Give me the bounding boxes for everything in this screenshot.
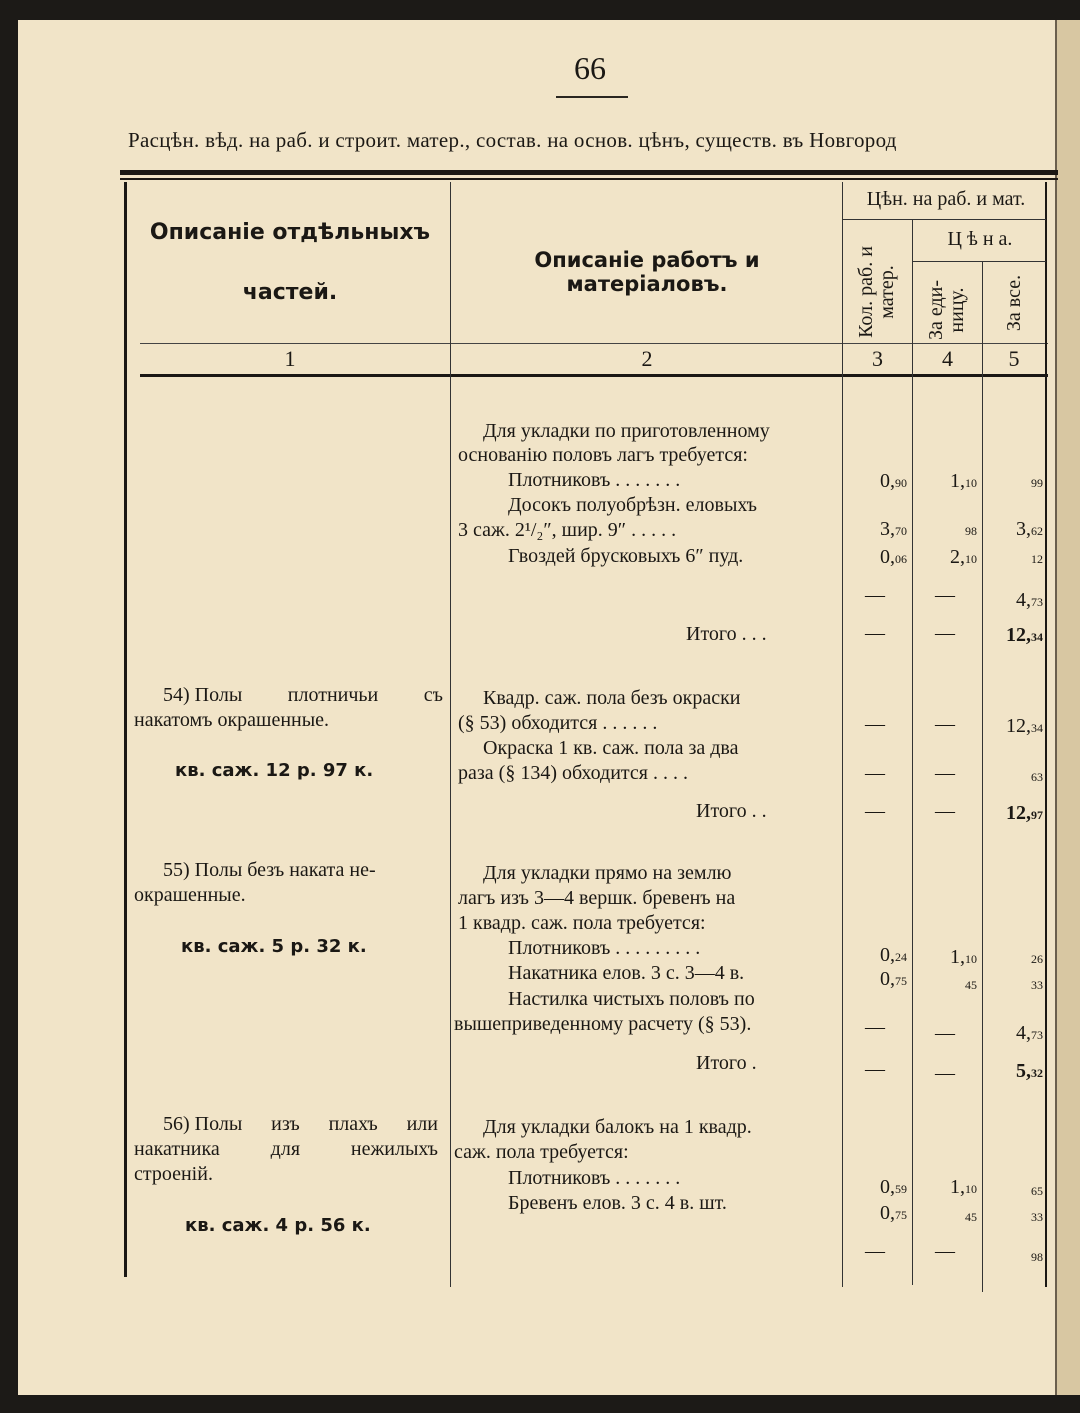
page-number-rule [556,96,628,98]
item-title: накатомъ окрашенные. [134,709,330,731]
qty-cell: — [865,762,885,784]
table-row-text: Для укладки прямо на землю [483,862,732,884]
unit-price-cell: 98 [965,524,977,538]
unit-price-cell: — [935,584,955,606]
item-title: строеній. [134,1163,213,1185]
item-price: кв. саж. 4 р. 56 к. [185,1215,371,1236]
table-row-text: Гвоздей брусковыхъ 6″ пуд. [508,545,744,567]
subtotal-label: Итого . [696,1052,757,1074]
table-row-text: Настилка чистыхъ половъ по [508,988,755,1010]
subtotal-value: 5,32 [1016,1060,1043,1082]
subtotal-value: 12,34 [1006,624,1043,646]
qty-cell: 0,75 [880,1202,907,1224]
table-row-text: Квадр. саж. пола безъ окраски [483,687,741,709]
scan-border-top [0,0,1080,20]
total-cell: 63 [1031,770,1043,784]
table-row-text: Накатника елов. 3 с. 3—4 в. [508,962,745,984]
table-row-text: Бревенъ елов. 3 с. 4 в. шт. [508,1192,727,1214]
unit-price-cell: 1,10 [950,946,977,968]
total-cell: 4,73 [1016,1022,1043,1044]
qty-cell: 3,70 [880,518,907,540]
table-row-text: Окраска 1 кв. саж. пола за два [483,737,739,759]
unit-price-cell: 1,10 [950,1176,977,1198]
scan-border-bottom [0,1395,1080,1413]
total-cell: 12 [1031,552,1043,566]
total-cell: 99 [1031,476,1043,490]
col-number-5: 5 [1008,346,1020,371]
table-row-text: вышеприведенному расчету (§ 53). [454,1013,752,1035]
unit-price-cell: — [935,762,955,784]
qty-cell: 0,75 [880,968,907,990]
unit-price-cell: — [935,800,955,822]
unit-price-cell: 45 [965,978,977,992]
subtotal-label: Итого . . [696,800,767,822]
item-title: 56) Полы изъ плахъ или [163,1113,438,1135]
total-cell: 98 [1031,1250,1043,1264]
table-row-text: (§ 53) обходится . . . . . . [458,712,658,734]
col-number-1: 1 [284,346,296,371]
page-number: 66 [574,50,606,86]
qty-cell: 0,59 [880,1176,907,1198]
total-cell: 26 [1031,952,1043,966]
item-price: кв. саж. 5 р. 32 к. [181,936,367,957]
total-cell: 33 [1031,978,1043,992]
col-number-2: 2 [641,346,653,371]
subtotal-label: Итого . . . [686,623,767,645]
scan-border-left [0,0,18,1413]
total-cell: 33 [1031,1210,1043,1224]
table-row-text: лагъ изъ 3—4 вершк. бревенъ на [458,887,736,909]
item-title: окрашенные. [134,884,246,906]
price-subheader: Ц ѣ н а. [947,228,1013,250]
table-row-text: Для укладки по приготовленному [483,420,770,442]
unit-price-cell: — [935,713,955,735]
table-row-text: основанію половъ лагъ требуется: [458,444,748,466]
table-row-text: 3 саж. 2¹/₂″, шир. 9″ . . . . . [458,519,677,541]
item-title: 54) Полы плотничьи съ [163,684,443,706]
table-row-text: Плотниковъ . . . . . . . . . [508,937,701,959]
col1-header-line1: Описаніе отдѣльныхъ [149,220,431,245]
col2-header: Описаніе работъ и матеріаловъ. [534,248,760,296]
unit-price-cell: — [935,622,955,644]
qty-cell: — [865,584,885,606]
col4-header: За еди-ницу. [925,279,968,341]
price-subgroup-rule [913,261,1046,262]
item-title: 55) Полы безъ наката не- [163,859,376,881]
table-row-text: Досокъ полуобрѣзн. еловыхъ [508,494,757,516]
table-row-text: Плотниковъ . . . . . . . [508,469,681,491]
col1-header-line2: частей. [242,280,338,305]
qty-cell: 0,90 [880,470,907,492]
unit-price-cell: — [935,1240,955,1262]
total-cell: 12,34 [1006,715,1043,737]
qty-cell: — [865,800,885,822]
qty-cell: — [865,713,885,735]
table-top-rule [120,170,1058,175]
qty-cell: — [865,1058,885,1080]
col-number-4: 4 [942,346,953,371]
qty-cell: — [865,1240,885,1262]
col3-header: Кол. раб. и матер. [855,246,898,338]
unit-price-cell: 45 [965,1210,977,1224]
table-row-text: 1 квадр. саж. пола требуется: [458,912,706,934]
book-spine [1055,20,1080,1395]
table-left-border [124,182,127,1277]
qty-cell: 0,24 [880,944,907,966]
col-divider-3 [912,220,913,1285]
col5-header: За все. [1003,274,1025,332]
table-row-text: Плотниковъ . . . . . . . [508,1167,681,1189]
qty-cell: — [865,622,885,644]
unit-price-cell: — [935,1022,955,1044]
item-price: кв. саж. 12 р. 97 к. [175,760,374,781]
price-group-header: Цѣн. на раб. и мат. [866,188,1026,210]
col-divider-1 [450,182,451,1287]
table-row-text: Для укладки балокъ на 1 квадр. [483,1116,752,1138]
table-row-text: саж. пола требуется: [454,1141,629,1163]
table-row-text: раза (§ 134) обходится . . . . [458,762,688,784]
total-cell: 4,73 [1016,589,1043,611]
unit-price-cell: 2,10 [950,546,977,568]
table-top-rule-thin [120,178,1058,180]
price-group-rule [843,219,1046,220]
total-cell: 3,62 [1016,518,1043,540]
qty-cell: 0,06 [880,546,907,568]
unit-price-cell: — [935,1062,955,1084]
total-cell: 65 [1031,1184,1043,1198]
qty-cell: — [865,1016,885,1038]
unit-price-cell: 1,10 [950,470,977,492]
table-right-border [1045,182,1047,1287]
running-header: Расцѣн. вѣд. на раб. и строит. матер., состав. на основ. цѣнъ, существ. въ Новгород [128,128,897,152]
col-number-3: 3 [872,346,883,371]
item-title: накатника для нежилыхъ [134,1138,438,1160]
subtotal-value: 12,97 [1006,802,1043,824]
